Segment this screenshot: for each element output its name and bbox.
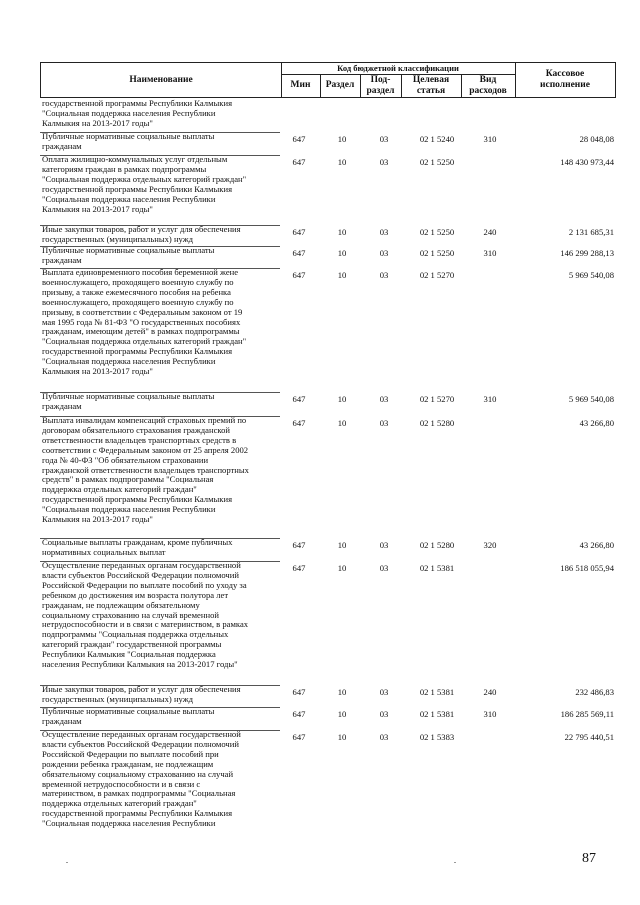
row-podrazdel: 03 xyxy=(379,563,389,573)
row-kassovoe-ispolnenie: 186 285 569,11 xyxy=(560,709,614,719)
row-kassovoe-ispolnenie: 232 486,83 xyxy=(575,687,614,697)
header-kassovoe-ispolnenie: Кассовое исполнение xyxy=(540,69,590,90)
row-name: Выплата единовременного пособия беременной жене военнослужащего, проходящего военную службу по призыву, а также ежемесячного пособия на ребенка военнослужащего, проходящего военную службу по призыву, в соответствии с Федеральным законом от 19 мая 1995 года № 81-ФЗ "О государственных пособиях гражданам, имеющим детей" в рамках подпрограммы "Социальная поддержка отдельных категорий граждан" государственной программы Республики Калмыкия "Социальная поддержка населения Республики Калмыкия на 2013-2017 годы" xyxy=(42,267,247,377)
header-min: Мин xyxy=(290,80,311,90)
row-min: 647 xyxy=(292,732,306,742)
row-podrazdel: 03 xyxy=(379,540,389,550)
row-kassovoe-ispolnenie: 22 795 440,51 xyxy=(564,732,614,742)
row-podrazdel: 03 xyxy=(379,732,389,742)
row-celevaya-statya: 02 1 5280 xyxy=(419,418,455,428)
row-vid-raskhodov: 320 xyxy=(483,540,497,550)
row-razdel: 10 xyxy=(337,157,347,167)
row-name: государственной программы Республики Калмыкия "Социальная поддержка населения Республики Калмыкия на 2013-2017 годы" xyxy=(42,98,233,128)
header-budget-code-group: Код бюджетной классификации xyxy=(337,63,459,73)
row-podrazdel: 03 xyxy=(379,709,389,719)
row-name: Публичные нормативные социальные выплаты гражданам xyxy=(42,706,215,726)
row-min: 647 xyxy=(292,394,306,404)
row-separator xyxy=(40,561,280,562)
row-name: Иные закупки товаров, работ и услуг для обеспечения государственных (муниципальных) нужд xyxy=(42,224,241,244)
row-min: 647 xyxy=(292,134,306,144)
row-separator xyxy=(40,392,280,393)
header-podrazdel: Под- раздел xyxy=(366,74,395,96)
row-vid-raskhodov: 240 xyxy=(483,687,497,697)
row-podrazdel: 03 xyxy=(379,270,389,280)
row-celevaya-statya: 02 1 5250 xyxy=(419,248,455,258)
row-razdel: 10 xyxy=(337,394,347,404)
row-celevaya-statya: 02 1 5280 xyxy=(419,540,455,550)
header-vid-raskhodov: Вид расходов xyxy=(469,74,507,96)
row-name: Социальные выплаты гражданам, кроме публичных нормативных социальных выплат xyxy=(42,537,233,557)
row-min: 647 xyxy=(292,157,306,167)
row-separator xyxy=(40,538,280,539)
row-celevaya-statya: 02 1 5383 xyxy=(419,732,455,742)
row-razdel: 10 xyxy=(337,687,347,697)
row-separator xyxy=(40,416,280,417)
row-min: 647 xyxy=(292,540,306,550)
row-celevaya-statya: 02 1 5381 xyxy=(419,563,455,573)
row-podrazdel: 03 xyxy=(379,227,389,237)
row-separator xyxy=(40,132,280,133)
row-celevaya-statya: 02 1 5381 xyxy=(419,709,455,719)
row-vid-raskhodov: 240 xyxy=(483,227,497,237)
row-name: Публичные нормативные социальные выплаты гражданам xyxy=(42,245,215,265)
scan-mark xyxy=(66,862,68,863)
row-podrazdel: 03 xyxy=(379,418,389,428)
row-celevaya-statya: 02 1 5240 xyxy=(419,134,455,144)
row-separator xyxy=(40,246,280,247)
page-number: 87 xyxy=(582,851,596,866)
row-separator xyxy=(40,730,280,731)
row-separator xyxy=(40,268,280,269)
row-separator xyxy=(40,225,280,226)
row-kassovoe-ispolnenie: 148 430 973,44 xyxy=(560,157,614,167)
row-min: 647 xyxy=(292,563,306,573)
row-razdel: 10 xyxy=(337,563,347,573)
row-min: 647 xyxy=(292,248,306,258)
row-name: Иные закупки товаров, работ и услуг для обеспечения государственных (муниципальных) нужд xyxy=(42,684,241,704)
header-celevaya-statya: Целевая статья xyxy=(412,74,450,96)
row-min: 647 xyxy=(292,270,306,280)
row-razdel: 10 xyxy=(337,134,347,144)
row-name: Оплата жилищно-коммунальных услуг отдельным категориям граждан в рамках подпрограммы "Социальная поддержка отдельных категорий граждан" государственной программы Республики Калмыкия "Социальная поддержка населения Республики Калмыкия на 2013-2017 годы" xyxy=(42,154,247,214)
row-name: Публичные нормативные социальные выплаты гражданам xyxy=(42,131,215,151)
row-podrazdel: 03 xyxy=(379,394,389,404)
row-razdel: 10 xyxy=(337,732,347,742)
row-celevaya-statya: 02 1 5381 xyxy=(419,687,455,697)
row-razdel: 10 xyxy=(337,270,347,280)
row-kassovoe-ispolnenie: 5 969 540,08 xyxy=(568,394,614,404)
row-kassovoe-ispolnenie: 28 048,08 xyxy=(579,134,614,144)
header-razdel: Раздел xyxy=(325,80,355,90)
row-razdel: 10 xyxy=(337,709,347,719)
row-kassovoe-ispolnenie: 43 266,80 xyxy=(579,418,614,428)
row-podrazdel: 03 xyxy=(379,687,389,697)
row-min: 647 xyxy=(292,227,306,237)
row-celevaya-statya: 02 1 5250 xyxy=(419,227,455,237)
row-name: Выплата инвалидам компенсаций страховых премий по договорам обязательного страхования гражданской ответственности владельцев транспортных средств в соответствии с Федеральным законом от 25 апреля 2002 года № 40-ФЗ "Об обязательном страховании гражданской ответственности владельцев транспортных средств" в рамках подпрограммы "Социальная поддержка отдельных категорий граждан" государственной программы Республики Калмыкия "Социальная поддержка населения Республики Калмыкия на 2013-2017 годы" xyxy=(42,415,249,525)
row-name: Публичные нормативные социальные выплаты гражданам xyxy=(42,391,215,411)
row-name: Осуществление переданных органам государственной власти субъектов Российской Федерации полномочий Российской Федерации по выплате пособий при рождении ребенка гражданам, не подлежащим обязательному социальному страхованию на случай временной нетрудоспособности и в связи с материнством, в рамках подпрограммы "Социальная поддержка отдельных категорий граждан" государственной программы Республики Калмыкия "Социальная поддержка населения Республики xyxy=(42,729,241,829)
row-vid-raskhodov: 310 xyxy=(483,134,497,144)
row-kassovoe-ispolnenie: 2 131 685,31 xyxy=(568,227,614,237)
row-razdel: 10 xyxy=(337,418,347,428)
row-celevaya-statya: 02 1 5270 xyxy=(419,394,455,404)
row-razdel: 10 xyxy=(337,248,347,258)
row-vid-raskhodov: 310 xyxy=(483,394,497,404)
row-vid-raskhodov: 310 xyxy=(483,709,497,719)
row-min: 647 xyxy=(292,418,306,428)
row-min: 647 xyxy=(292,709,306,719)
row-celevaya-statya: 02 1 5250 xyxy=(419,157,455,167)
row-razdel: 10 xyxy=(337,540,347,550)
row-separator xyxy=(40,155,280,156)
row-podrazdel: 03 xyxy=(379,157,389,167)
row-kassovoe-ispolnenie: 43 266,80 xyxy=(579,540,614,550)
row-vid-raskhodov: 310 xyxy=(483,248,497,258)
row-separator xyxy=(40,685,280,686)
row-min: 647 xyxy=(292,687,306,697)
row-kassovoe-ispolnenie: 5 969 540,08 xyxy=(568,270,614,280)
row-kassovoe-ispolnenie: 146 299 288,13 xyxy=(560,248,614,258)
row-razdel: 10 xyxy=(337,227,347,237)
row-podrazdel: 03 xyxy=(379,134,389,144)
header-name: Наименование xyxy=(129,74,193,85)
row-kassovoe-ispolnenie: 186 518 055,94 xyxy=(560,563,614,573)
scan-mark xyxy=(454,862,456,863)
row-name: Осуществление переданных органам государственной власти субъектов Российской Федерации полномочий Российской Федерации по выплате пособий по уходу за ребенком до достижения им возраста полутора лет гражданам, не подлежащим обязательному социальному страхованию на случай временной нетрудоспособности и в связи с материнством, в рамках подпрограммы "Социальная поддержка отдельных категорий граждан" государственной программы Республики Калмыкия "Социальная поддержка населения Республики Калмыкия на 2013-2017 годы" xyxy=(42,560,249,670)
row-celevaya-statya: 02 1 5270 xyxy=(419,270,455,280)
row-podrazdel: 03 xyxy=(379,248,389,258)
row-separator xyxy=(40,707,280,708)
